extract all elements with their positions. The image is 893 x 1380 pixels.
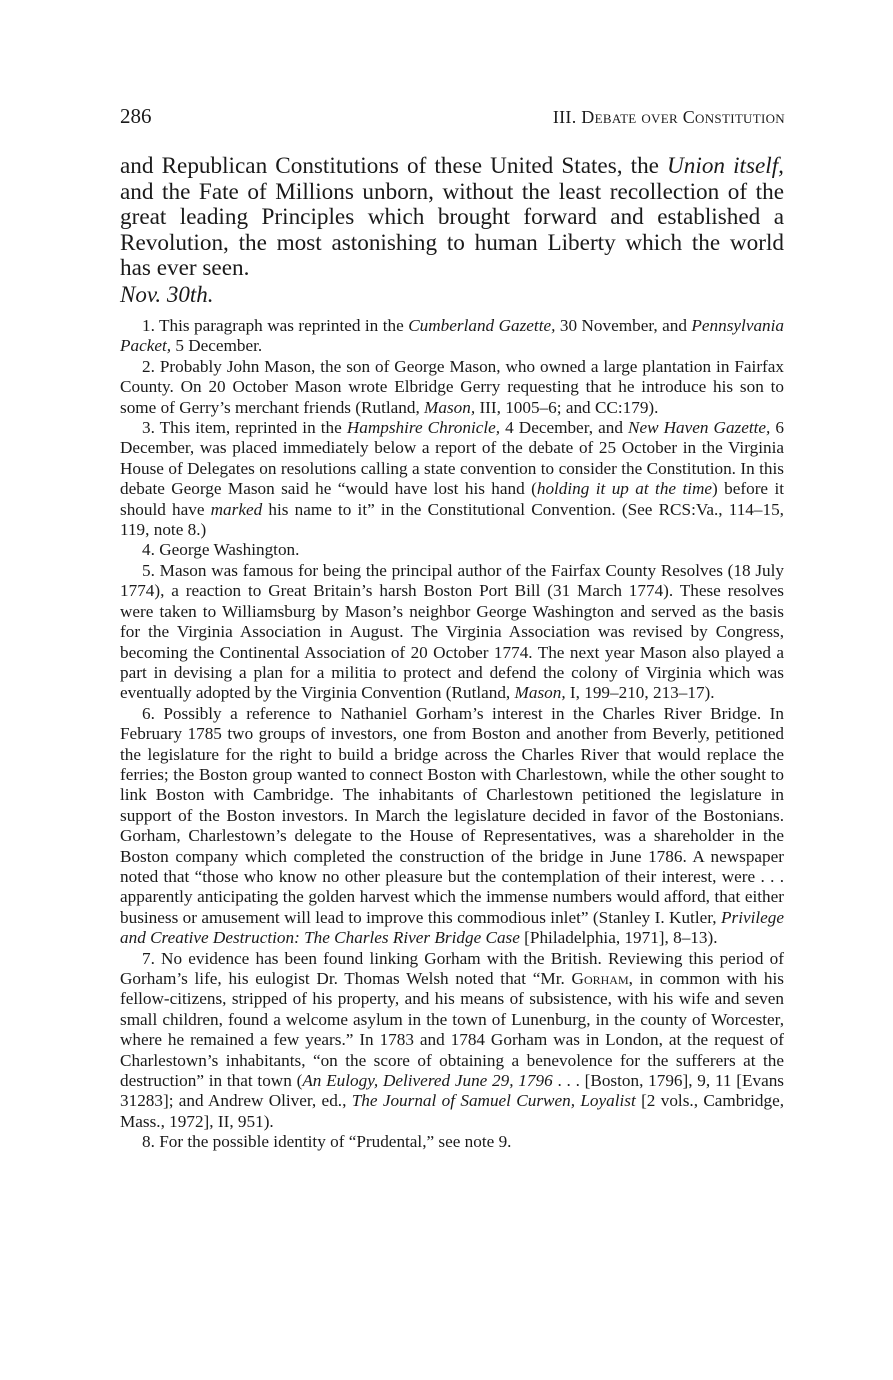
note-text: [2 vols., Cambridge, Mass., 1972], II, 951). xyxy=(120,1091,784,1131)
note-text: 2. Probably John Mason, the son of George Mason, who owned a large plantation in Fairfax County. On 20 October Mason wrote Elbridge Gerry requesting that he introduce his son to some of Gerry’s merchant friends (Rutland, xyxy=(120,356,784,417)
note-text: 6. Possibly a reference to Nathaniel Gorham’s interest in the Charles River Bridge. In February 1785 two groups of investors, one from Boston and another from Beverly, petitioned the legislature for the right to build a bridge across the Charles River that would replace the ferries; the Boston group wanted to connect Boston with Charlestown, while the other sought to link Boston with Cambridge. The inhabitants of Charlestown petitioned the legislature in support of the Boston investors. In March the legislature decided in favor of the Bostonians. Gorham, Charlestown’s delegate to the House of Representatives, was a shareholder in the Boston company which completed the construction of the bridge in June 1786. A newspaper noted that “those who know no other pleasure but the contemplation of their interest, were . . . apparently anticipating the golden harvest which the immense numbers would afford, that either business or amusement will lead to improve this commodious inlet” (Stanley I. Kutler, xyxy=(120,703,784,927)
note-text: , in common with his fellow-citizens, stripped of his property, and his means of subsistence, with his wife and seven small children, found a welcome asylum in the town of Lunenburg, in the county of Worcester, where he remained a few years.” In 1783 and 1784 Gorham was in London, at the request of Charlestown’s inhabitants, “on the score of obtaining a benevolence for the sufferers at the destruction” in that town ( xyxy=(120,969,784,1091)
footnote-4: 4. George Washington. xyxy=(142,540,300,560)
note-italic: Mason, xyxy=(514,683,566,703)
note-italic: Mason, xyxy=(424,397,476,417)
footnote-7 xyxy=(120,949,784,1133)
note-text: 7. No evidence has been found linking Gorham with the British. Reviewing this period of Gorham’s life, his eulogist Dr. Thomas Welsh noted that “Mr. xyxy=(120,948,784,988)
note-italic: New Haven Gazette, xyxy=(627,418,771,438)
note-text: 3. This item, reprinted in the xyxy=(142,418,347,438)
note-italic: Cumberland Gazette, xyxy=(408,316,556,335)
note-text: his name to it” in the Constitutional Convention. (See RCS:Va., 114–15, 119, note 8.) xyxy=(120,499,784,540)
note-text: 6 December, was placed immediately below a report of the debate of 25 October in the Virginia House of Delegates on resolutions calling a state convention to consider the Constitution. In this debate George Mason said he “would have lost his hand ( xyxy=(120,418,785,499)
footnote-1 xyxy=(120,316,784,357)
footnote-5 xyxy=(120,561,784,704)
note-text: [Philadelphia, 1971], 8–13). xyxy=(519,928,718,948)
note-text: ) before it should have xyxy=(120,479,785,519)
footnotes xyxy=(120,316,784,1153)
note-text: 5. Mason was famous for being the principal author of the Fairfax County Resolves (18 July 1774), a reaction to Great Britain’s harsh Boston Port Bill (31 March 1774). These resolves were taken to Williamsburg by Mason’s neighbor George Washington and served as the basis for the Virginia Association in August. The Virginia Association was revised by Congress, becoming the Continental Association of 20 October 1774. The next year Mason also played a part in devising a plan for a militia to protect and defend the colony of Virginia which was eventually adopted by the Virginia Convention (Rutland, xyxy=(120,560,784,703)
body-paragraph xyxy=(120,154,784,282)
body-text-run: and Republican Constitutions of these United States, the xyxy=(120,153,668,179)
dateline: Nov. 30th. xyxy=(120,281,214,307)
note-text: 30 November, and xyxy=(555,316,692,335)
note-italic: Hampshire Chronicle, xyxy=(346,418,501,438)
note-italic: Pennsylvania Packet, xyxy=(120,316,784,356)
page-header xyxy=(120,104,785,129)
note-italic: The Journal of Samuel Curwen, Loyalist xyxy=(351,1091,636,1111)
note-text: 5 December. xyxy=(171,336,263,356)
note-text: III, 1005–6; and CC:179). xyxy=(475,397,659,417)
footnote-6 xyxy=(120,704,784,949)
note-italic: holding it up at the time xyxy=(536,479,713,499)
footnote-8: 8. For the possible identity of “Prudental,” see note 9. xyxy=(142,1132,512,1152)
body-italic-run: Union itself, xyxy=(667,153,784,179)
note-italic: marked xyxy=(210,499,263,519)
note-text: . . . [Boston, 1796], 9, 11 [Evans 31283]; and Andrew Oliver, ed., xyxy=(120,1071,784,1111)
note-text: 4 December, and xyxy=(500,418,628,438)
note-text: 1. This paragraph was reprinted in the xyxy=(142,316,409,335)
note-small-caps: Gorham xyxy=(571,969,629,988)
note-italic: Privilege and Creative Destruction: The Charles River Bridge Case xyxy=(120,907,784,948)
body-text-run: and the Fate of Millions unborn, without the least recollection of the great leading Principles which brought forward and established a Revolution, the most astonishing to human Liberty which the world has ever seen. xyxy=(120,178,784,281)
note-text: I, 199–210, 213–17). xyxy=(565,683,715,703)
footnote-3 xyxy=(120,418,784,540)
running-head: III. Debate over Constitution xyxy=(552,107,785,127)
footnote-2 xyxy=(120,357,784,418)
note-italic: An Eulogy, Delivered June 29, 1796 xyxy=(302,1071,553,1091)
page-number: 286 xyxy=(120,104,152,128)
main-text xyxy=(120,154,784,308)
